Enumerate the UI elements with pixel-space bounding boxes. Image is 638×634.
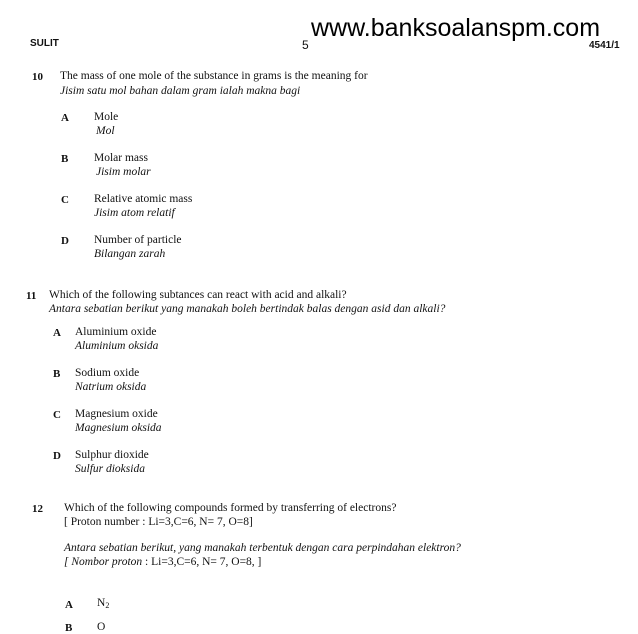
option-text-en: Aluminium oxide — [75, 326, 157, 338]
page-number: 5 — [302, 38, 309, 52]
header-sulit: SULIT — [30, 38, 59, 49]
option-letter: B — [65, 622, 73, 634]
option-text-my: Magnesium oksida — [75, 422, 162, 434]
option-formula: O — [97, 621, 106, 633]
option-text-en: Magnesium oxide — [75, 408, 158, 420]
option-text-en: Sodium oxide — [75, 367, 140, 379]
option-letter: C — [53, 409, 61, 421]
proton-number-my-values: : Li=3,C=6, N= 7, O=8, ] — [142, 556, 262, 568]
option-text-en: Mole — [94, 111, 119, 123]
option-letter: C — [61, 194, 69, 206]
proton-number-my — [64, 556, 261, 568]
question-text-my: Antara sebatian berikut yang manakah boleh bertindak balas dengan asid dan alkali? — [49, 303, 446, 315]
question-number: 11 — [26, 290, 37, 302]
proton-number-en: [ Proton number : Li=3,C=6, N= 7, O=8] — [64, 516, 253, 528]
option-text-my: Natrium oksida — [75, 381, 147, 393]
option-text-my: Mol — [96, 125, 115, 137]
question-text-en: The mass of one mole of the substance in grams is the meaning for — [60, 70, 368, 82]
option-letter: B — [61, 153, 69, 165]
question-number: 10 — [32, 71, 43, 83]
option-text-my: Bilangan zarah — [94, 248, 166, 260]
question-text-en: Which of the following compounds formed by transferring of electrons? — [64, 502, 397, 514]
question-text-en: Which of the following subtances can react with acid and alkali? — [49, 289, 347, 301]
formula-subscript: 2 — [105, 601, 110, 610]
option-text-my: Sulfur dioksida — [75, 463, 145, 475]
option-letter: B — [53, 368, 61, 380]
option-text-my: Jisim atom relatif — [94, 207, 175, 219]
option-formula — [97, 597, 109, 610]
option-letter: A — [65, 599, 73, 611]
question-text-my: Antara sebatian berikut, yang manakah terbentuk dengan cara perpindahan elektron? — [64, 542, 461, 554]
option-text-en: Number of particle — [94, 234, 182, 246]
formula-main: N — [97, 597, 106, 609]
option-letter: D — [53, 450, 61, 462]
watermark-url: www.banksoalanspm.com — [311, 14, 601, 42]
option-text-my: Aluminium oksida — [75, 340, 159, 352]
proton-number-my-label: [ Nombor proton — [64, 556, 143, 568]
option-letter: A — [53, 327, 61, 339]
paper-code: 4541/1 — [589, 40, 620, 51]
question-number: 12 — [32, 503, 43, 515]
option-text-en: Sulphur dioxide — [75, 449, 149, 461]
question-text-my: Jisim satu mol bahan dalam gram ialah makna bagi — [60, 85, 301, 97]
option-text-my: Jisim molar — [96, 166, 151, 178]
option-letter: A — [61, 112, 69, 124]
option-text-en: Molar mass — [94, 152, 148, 164]
option-letter: D — [61, 235, 69, 247]
option-text-en: Relative atomic mass — [94, 193, 193, 205]
